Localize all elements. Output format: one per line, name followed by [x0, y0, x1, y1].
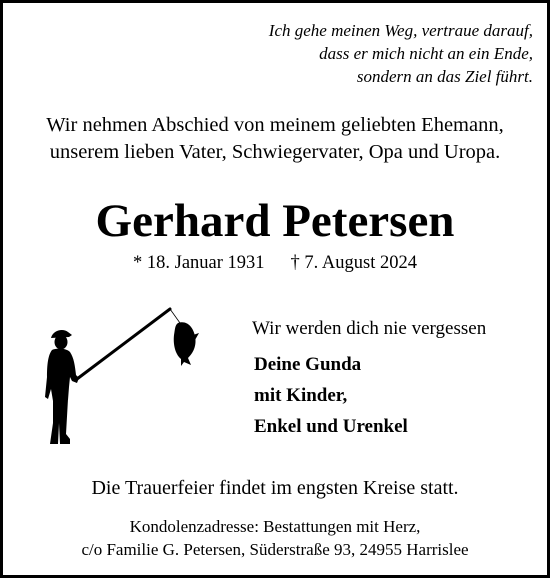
quote-line: dass er mich nicht an ein Ende,	[319, 44, 533, 63]
fisherman-silhouette-icon	[41, 303, 211, 451]
family-line: Deine Gunda	[254, 354, 362, 375]
quote-block	[269, 19, 533, 88]
family-signature	[254, 349, 408, 442]
life-dates	[3, 251, 547, 275]
intro-text	[3, 112, 547, 166]
funeral-note: Die Trauerfeier findet im engsten Kreise statt.	[91, 477, 459, 499]
remembrance-text: Wir werden dich nie vergessen	[252, 318, 487, 339]
deceased-name: Gerhard Petersen	[95, 195, 455, 247]
quote-line: Ich gehe meinen Weg, vertraue darauf,	[268, 21, 533, 40]
death-date: † 7. August 2024	[290, 253, 417, 273]
family-line: mit Kinder,	[254, 385, 348, 406]
condolence-line: Kondolenzadresse: Bestattungen mit Herz,	[129, 517, 421, 536]
family-line: Enkel und Urenkel	[254, 416, 408, 437]
intro-line: Wir nehmen Abschied von meinem geliebten Ehemann,	[46, 114, 504, 136]
condolence-address	[3, 515, 547, 561]
quote-line: sondern an das Ziel führt.	[356, 67, 533, 86]
condolence-line: c/o Familie G. Petersen, Süderstraße 93, 24955 Harrislee	[81, 540, 469, 559]
birth-date: * 18. Januar 1931	[133, 253, 265, 273]
intro-line: unserem lieben Vater, Schwiegervater, Opa und Uropa.	[49, 141, 501, 163]
